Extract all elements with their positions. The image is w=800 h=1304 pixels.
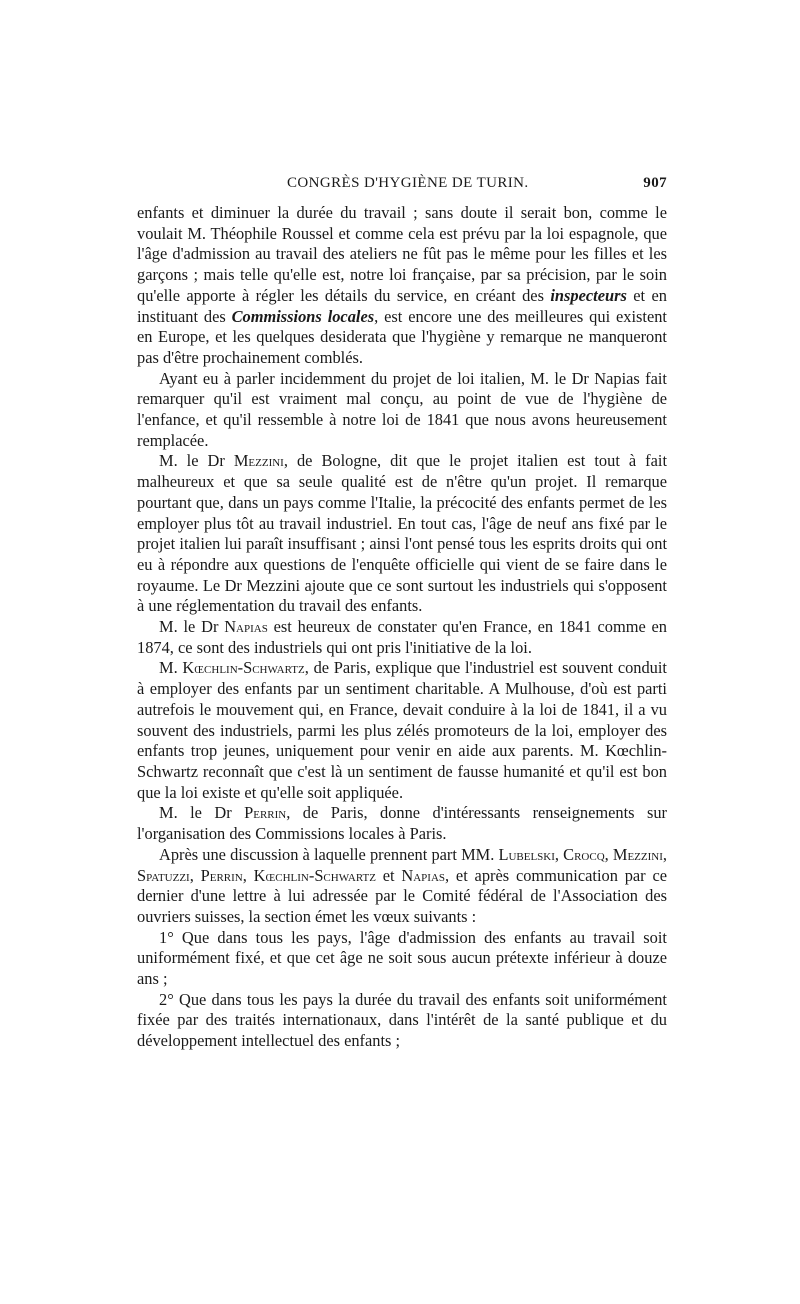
text-run: , la section émet les vœux suivants : xyxy=(240,906,477,926)
small-caps-name: Napias xyxy=(224,617,268,637)
body-text xyxy=(137,203,667,1052)
text-run: M. le Dr xyxy=(159,803,245,823)
text-run: , et après communication par ce dernier d'une lettre à lui adressée par le xyxy=(137,865,667,906)
text-run: M. xyxy=(159,658,183,678)
text-run: , de Paris, explique que l'industriel est souvent conduit à employer des enfants par un sentiment charitable. A Mulhouse, d'où est parti autrefois le mouvement qui, en France, devait conduire à la loi de 1841, il a vu souvent des industriels, parmi les plus zélés promoteurs de la loi, employer des enfants trop jeunes, uniquement pour venir en aide aux parents. M. Kœchlin-Schwartz reconnaît que c'est là un sentiment de fausse humanité et qu'il est bon que la loi existe et qu'elle soit appliquée. xyxy=(137,658,667,802)
paragraph xyxy=(137,928,667,990)
text-run: et xyxy=(375,865,402,885)
italic-title: Comité fédéral de l'Association des ouvriers suisses xyxy=(137,886,667,926)
paragraph xyxy=(137,990,667,1052)
book-page xyxy=(137,175,667,1052)
running-header xyxy=(137,175,667,199)
text-run: Ayant eu à parler incidemment du projet de loi italien, M. le Dr Napias fait remarquer qu'il est vraiment mal conçu, au point de vue de l'hygiène de l'enfance, et qu'il ressemble à notre loi de 1841 que nous avons heureusement remplacée. xyxy=(137,368,667,450)
text-run: Après une discussion à laquelle prennent part MM. xyxy=(159,844,499,864)
small-caps-name: Napias xyxy=(401,865,446,885)
text-run: M. le Dr xyxy=(159,617,225,637)
text-run: 1° Que dans tous les pays, l'âge d'admission des enfants au travail soit uniformément fixé, et que cet âge ne soit sous aucun prétexte inférieur à douze ans ; xyxy=(137,927,667,989)
paragraph xyxy=(137,658,667,803)
small-caps-name: Kœchlin-Schwartz xyxy=(182,658,305,678)
paragraph xyxy=(137,451,667,617)
paragraph xyxy=(137,845,667,928)
paragraph xyxy=(137,803,667,844)
small-caps-name: Lubelski, Crocq, Mezzini, Spatuzzi, Perrin, Kœchlin-Schwartz xyxy=(137,844,667,885)
running-title: CONGRÈS D'HYGIÈNE DE TURIN. xyxy=(287,175,529,191)
text-run: , de Paris, donne d'intéressants renseignements sur l'organisation des Commissions locales à Paris. xyxy=(137,803,667,844)
text-run: , est encore une des meilleures qui existent en Europe, et les quelques desiderata que l'hygiène y remarque ne manqueront pas d'être prochainement comblés. xyxy=(137,306,667,367)
paragraph xyxy=(137,203,667,369)
small-caps-name: Perrin xyxy=(244,803,287,823)
bold-italic-term: inspecteurs xyxy=(550,285,627,305)
text-run: est heureux de constater qu'en France, en 1841 comme en 1874, ce sont des industriels qui ont pris l'initiative de la loi. xyxy=(137,617,667,657)
paragraph xyxy=(137,617,667,658)
small-caps-name: Mezzini xyxy=(233,451,284,471)
text-run: M. le Dr xyxy=(159,451,234,471)
text-run: , de Bologne, dit que le projet italien est tout à fait malheureux et que sa seule qualité est de n'être qu'un projet. Il remarque pourtant que, dans un pays comme l'Italie, la précocité des enfants permet de les employer plus tôt au travail industriel. En tout cas, l'âge de neuf ans fixé par le projet italien lui paraît insuffisant ; ainsi l'ont pensé tous les esprits droits qui ont eu à répondre aux questions de l'enquête officielle qui vient de se faire dans le royaume. Le Dr Mezzini ajoute que ce sont surtout les industriels qui s'opposent à une réglementation du travail des enfants. xyxy=(137,451,668,616)
paragraph xyxy=(137,369,667,452)
text-run: enfants et diminuer la durée du travail ; sans doute il serait bon, comme le voulait M. Théophile Roussel et comme cela est prévu par la loi espagnole, que l'âge d'admission au travail des ateliers ne fût pas le même pour les filles et les garçons ; mais telle qu'elle est, notre loi française, par sa précision, par le soin qu'elle apporte à régler les détails du service, en créant des xyxy=(137,203,667,305)
text-run: 2° Que dans tous les pays la durée du travail des enfants soit uniformément fixée par des traités internationaux, dans l'intérêt de la santé publique et du développement intellectuel des enfants ; xyxy=(137,989,667,1051)
text-run: et en instituant des xyxy=(137,285,667,326)
bold-italic-term: Commissions locales xyxy=(231,306,375,326)
page-number: 907 xyxy=(643,175,667,191)
